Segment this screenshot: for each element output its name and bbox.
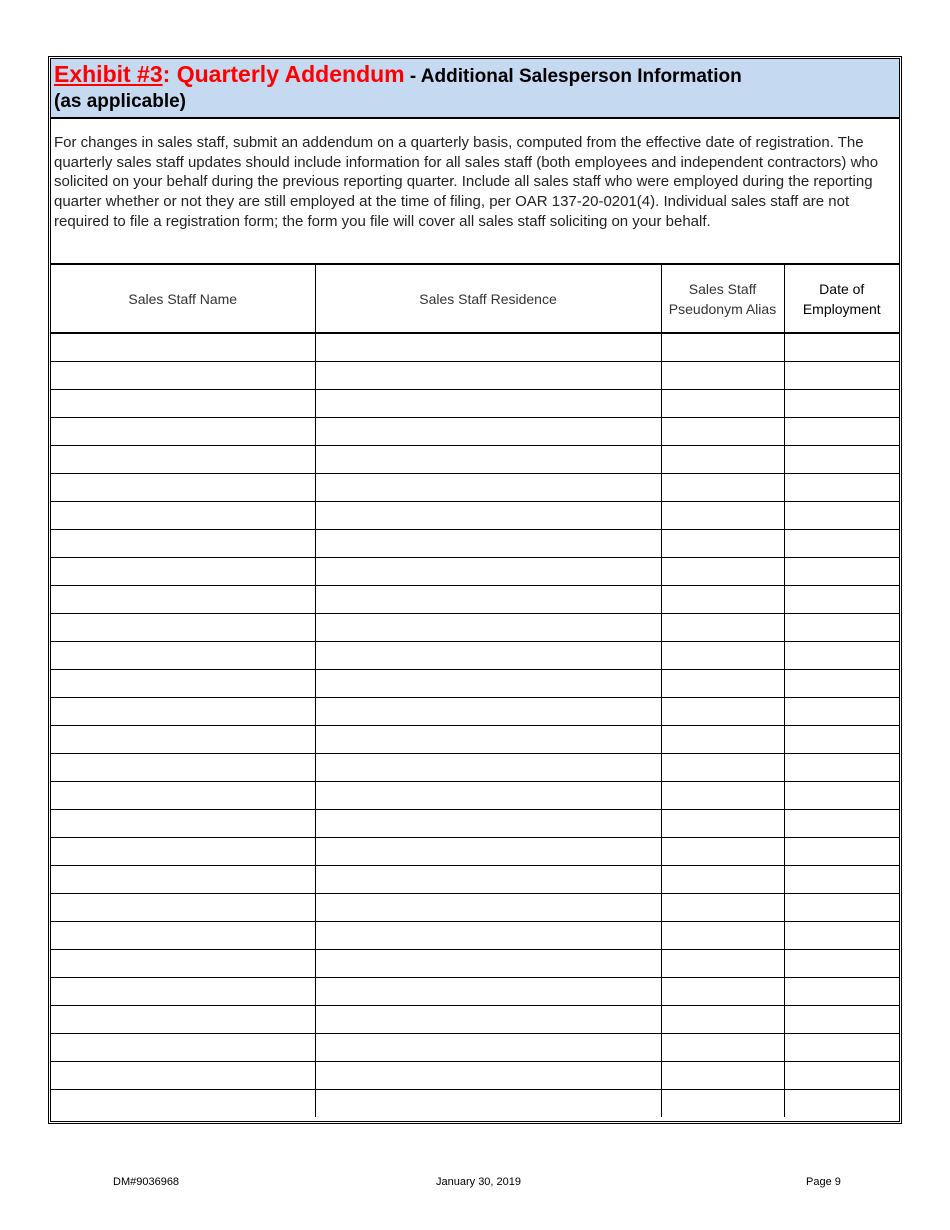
cell-date-of-employment[interactable]	[784, 1006, 899, 1034]
cell-staff-residence[interactable]	[315, 642, 661, 670]
table-row	[51, 558, 899, 586]
cell-pseudonym-alias[interactable]	[661, 446, 784, 474]
cell-date-of-employment[interactable]	[784, 726, 899, 754]
cell-staff-name[interactable]	[51, 642, 315, 670]
table-row	[51, 866, 899, 894]
cell-staff-residence[interactable]	[315, 726, 661, 754]
cell-date-of-employment[interactable]	[784, 418, 899, 446]
cell-date-of-employment[interactable]	[784, 670, 899, 698]
addendum-title: Quarterly Addendum	[170, 61, 405, 87]
cell-staff-residence[interactable]	[315, 1006, 661, 1034]
table-row	[51, 642, 899, 670]
cell-date-of-employment[interactable]	[784, 1034, 899, 1062]
cell-pseudonym-alias[interactable]	[661, 1006, 784, 1034]
cell-staff-residence[interactable]	[315, 698, 661, 726]
cell-date-of-employment[interactable]	[784, 894, 899, 922]
footer-page-number: Page 9	[806, 1176, 841, 1188]
cell-pseudonym-alias[interactable]	[661, 782, 784, 810]
col-header-pseudonym-alias	[661, 265, 784, 333]
col-header-date-of-employment	[784, 265, 899, 333]
cell-staff-residence[interactable]	[315, 558, 661, 586]
cell-staff-name[interactable]	[51, 670, 315, 698]
cell-staff-name[interactable]	[51, 698, 315, 726]
table-row	[51, 670, 899, 698]
col-header-line2: Pseudonym Alias	[668, 300, 777, 317]
cell-pseudonym-alias[interactable]	[661, 1034, 784, 1062]
cell-staff-residence[interactable]	[315, 474, 661, 502]
table-row	[51, 698, 899, 726]
cell-staff-residence[interactable]	[315, 978, 661, 1006]
cell-staff-name[interactable]	[51, 1006, 315, 1034]
footer-date: January 30, 2019	[436, 1176, 522, 1188]
cell-staff-name[interactable]	[51, 726, 315, 754]
cell-staff-name[interactable]	[51, 530, 315, 558]
table-row	[51, 586, 899, 614]
table-row	[51, 446, 899, 474]
cell-staff-name[interactable]	[51, 362, 315, 390]
table-row	[51, 894, 899, 922]
cell-staff-name[interactable]	[51, 614, 315, 642]
table-row	[51, 1062, 899, 1090]
cell-pseudonym-alias[interactable]	[661, 838, 784, 866]
cell-date-of-employment[interactable]	[784, 866, 899, 894]
cell-pseudonym-alias[interactable]	[661, 726, 784, 754]
cell-staff-residence[interactable]	[315, 866, 661, 894]
table-row	[51, 726, 899, 754]
cell-pseudonym-alias[interactable]	[661, 810, 784, 838]
cell-date-of-employment[interactable]	[784, 782, 899, 810]
table-row	[51, 1034, 899, 1062]
table-row	[51, 782, 899, 810]
exhibit-label: Exhibit #3	[54, 61, 163, 87]
table-row	[51, 950, 899, 978]
table-row	[51, 1006, 899, 1034]
cell-staff-name[interactable]	[51, 866, 315, 894]
cell-date-of-employment[interactable]	[784, 362, 899, 390]
table-row	[51, 838, 899, 866]
cell-staff-residence[interactable]	[315, 1090, 661, 1118]
cell-staff-residence[interactable]	[315, 838, 661, 866]
title-colon: :	[162, 61, 171, 87]
cell-staff-residence[interactable]	[315, 446, 661, 474]
cell-pseudonym-alias[interactable]	[661, 670, 784, 698]
cell-staff-name[interactable]	[51, 446, 315, 474]
cell-staff-residence[interactable]	[315, 950, 661, 978]
col-header-staff-residence	[315, 265, 661, 333]
col-header-line2: Employment	[802, 300, 881, 317]
table-row	[51, 390, 899, 418]
cell-date-of-employment[interactable]	[784, 1090, 899, 1118]
cell-pseudonym-alias[interactable]	[661, 558, 784, 586]
cell-staff-name[interactable]	[51, 950, 315, 978]
cell-staff-name[interactable]	[51, 810, 315, 838]
cell-staff-residence[interactable]	[315, 782, 661, 810]
cell-pseudonym-alias[interactable]	[661, 586, 784, 614]
cell-date-of-employment[interactable]	[784, 922, 899, 950]
cell-staff-name[interactable]	[51, 333, 315, 362]
table-row	[51, 502, 899, 530]
table-row	[51, 754, 899, 782]
col-header-line1: Sales Staff	[688, 280, 757, 297]
cell-pseudonym-alias[interactable]	[661, 418, 784, 446]
cell-date-of-employment[interactable]	[784, 950, 899, 978]
table-row	[51, 978, 899, 1006]
cell-staff-name[interactable]	[51, 390, 315, 418]
table-row	[51, 810, 899, 838]
cell-date-of-employment[interactable]	[784, 1062, 899, 1090]
cell-pseudonym-alias[interactable]	[661, 754, 784, 782]
cell-staff-residence[interactable]	[315, 390, 661, 418]
cell-pseudonym-alias[interactable]	[661, 894, 784, 922]
cell-staff-residence[interactable]	[315, 670, 661, 698]
cell-date-of-employment[interactable]	[784, 333, 899, 362]
cell-pseudonym-alias[interactable]	[661, 1062, 784, 1090]
cell-staff-name[interactable]	[51, 782, 315, 810]
table-row	[51, 530, 899, 558]
cell-staff-name[interactable]	[51, 754, 315, 782]
cell-staff-name[interactable]	[51, 1090, 315, 1118]
col-header-staff-name	[51, 265, 315, 333]
cell-pseudonym-alias[interactable]	[661, 614, 784, 642]
sales-staff-table	[51, 265, 899, 1117]
cell-date-of-employment[interactable]	[784, 586, 899, 614]
cell-staff-residence[interactable]	[315, 362, 661, 390]
cell-date-of-employment[interactable]	[784, 558, 899, 586]
cell-staff-residence[interactable]	[315, 754, 661, 782]
cell-staff-residence[interactable]	[315, 1034, 661, 1062]
instructions-text: For changes in sales staff, submit an addendum on a quarterly basis, computed from the effective date of registration. The quarterly sales staff updates should include information for all sales staff (both employees and independent contractors) who solicited on your behalf during the previous reporting quarter. Include all sales staff who were employed during the reporting quarter whether or not they are still employed at the time of filing, per OAR 137-20-0201(4). Individual sales staff are not required to file a registration form; the form you file will cover all sales staff soliciting on your behalf.	[51, 119, 899, 265]
cell-pseudonym-alias[interactable]	[661, 978, 784, 1006]
table-header-row	[51, 265, 899, 333]
table-row	[51, 362, 899, 390]
cell-date-of-employment[interactable]	[784, 810, 899, 838]
cell-staff-name[interactable]	[51, 474, 315, 502]
cell-staff-residence[interactable]	[315, 810, 661, 838]
cell-staff-residence[interactable]	[315, 1062, 661, 1090]
cell-pseudonym-alias[interactable]	[661, 642, 784, 670]
cell-staff-residence[interactable]	[315, 894, 661, 922]
cell-staff-residence[interactable]	[315, 614, 661, 642]
col-header-line1: Sales Staff Name	[128, 290, 238, 307]
cell-staff-name[interactable]	[51, 418, 315, 446]
cell-pseudonym-alias[interactable]	[661, 866, 784, 894]
cell-date-of-employment[interactable]	[784, 614, 899, 642]
cell-staff-name[interactable]	[51, 558, 315, 586]
table-row	[51, 418, 899, 446]
exhibit-form	[48, 56, 902, 1124]
cell-staff-residence[interactable]	[315, 418, 661, 446]
cell-staff-residence[interactable]	[315, 502, 661, 530]
cell-pseudonym-alias[interactable]	[661, 950, 784, 978]
cell-date-of-employment[interactable]	[784, 698, 899, 726]
col-header-line1: Date of	[819, 280, 865, 297]
cell-date-of-employment[interactable]	[784, 390, 899, 418]
cell-pseudonym-alias[interactable]	[661, 922, 784, 950]
table-row	[51, 614, 899, 642]
cell-pseudonym-alias[interactable]	[661, 1090, 784, 1118]
table-body	[51, 333, 899, 1117]
footer-doc-id: DM#9036968	[113, 1176, 180, 1188]
table-row	[51, 922, 899, 950]
cell-staff-name[interactable]	[51, 894, 315, 922]
cell-pseudonym-alias[interactable]	[661, 333, 784, 362]
cell-pseudonym-alias[interactable]	[661, 362, 784, 390]
form-header	[51, 59, 899, 119]
cell-staff-name[interactable]	[51, 978, 315, 1006]
cell-pseudonym-alias[interactable]	[661, 390, 784, 418]
table-row	[51, 474, 899, 502]
cell-staff-residence[interactable]	[315, 586, 661, 614]
cell-staff-residence[interactable]	[315, 922, 661, 950]
cell-date-of-employment[interactable]	[784, 838, 899, 866]
cell-date-of-employment[interactable]	[784, 530, 899, 558]
cell-pseudonym-alias[interactable]	[661, 502, 784, 530]
cell-date-of-employment[interactable]	[784, 642, 899, 670]
table-row	[51, 1090, 899, 1118]
cell-staff-name[interactable]	[51, 922, 315, 950]
cell-pseudonym-alias[interactable]	[661, 474, 784, 502]
form-subtitle-line2: (as applicable)	[54, 91, 186, 112]
cell-date-of-employment[interactable]	[784, 754, 899, 782]
cell-date-of-employment[interactable]	[784, 978, 899, 1006]
cell-staff-name[interactable]	[51, 502, 315, 530]
cell-staff-name[interactable]	[51, 1062, 315, 1090]
form-title	[54, 62, 899, 89]
table-row	[51, 333, 899, 362]
form-subtitle: - Additional Salesperson Information	[404, 66, 742, 87]
cell-staff-residence[interactable]	[315, 530, 661, 558]
cell-staff-name[interactable]	[51, 838, 315, 866]
cell-pseudonym-alias[interactable]	[661, 530, 784, 558]
col-header-line1: Sales Staff Residence	[419, 290, 557, 307]
cell-date-of-employment[interactable]	[784, 474, 899, 502]
cell-staff-name[interactable]	[51, 586, 315, 614]
cell-staff-name[interactable]	[51, 1034, 315, 1062]
cell-date-of-employment[interactable]	[784, 446, 899, 474]
cell-date-of-employment[interactable]	[784, 502, 899, 530]
cell-pseudonym-alias[interactable]	[661, 698, 784, 726]
cell-staff-residence[interactable]	[315, 333, 661, 362]
